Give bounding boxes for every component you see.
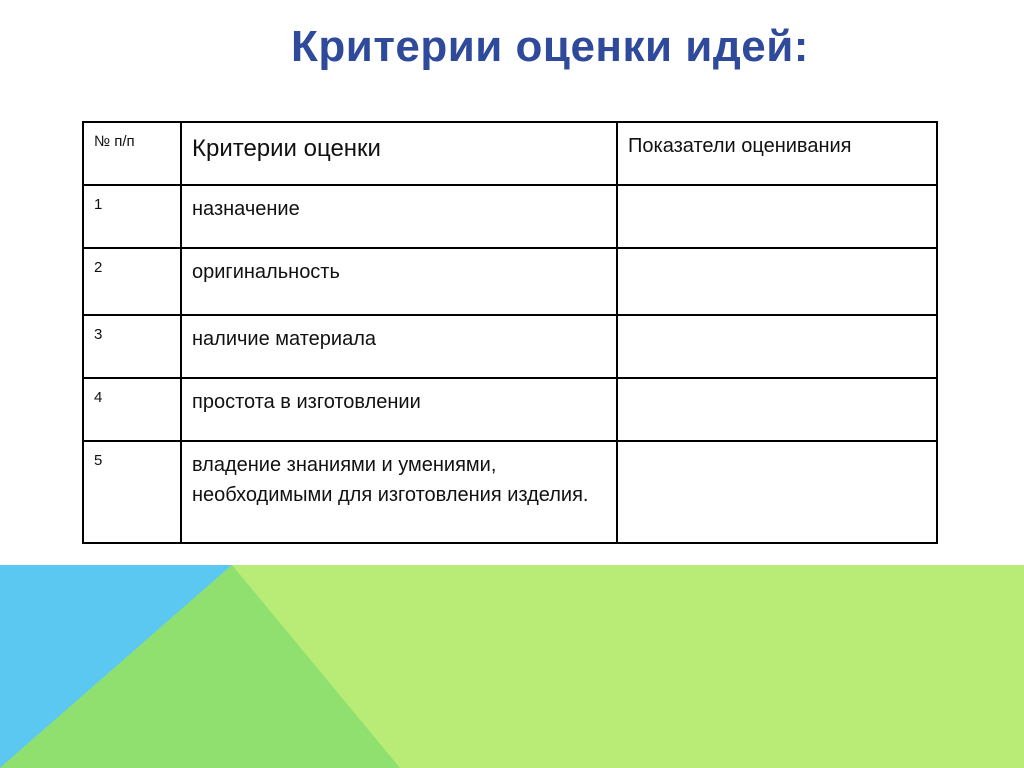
row-number: 5 xyxy=(83,441,181,543)
header-criteria: Критерии оценки xyxy=(181,122,617,185)
row-number: 3 xyxy=(83,315,181,378)
row-criterion: оригинальность xyxy=(181,248,617,315)
row-indicator xyxy=(617,315,937,378)
decorative-background-band xyxy=(0,565,1024,768)
row-criterion: назначение xyxy=(181,185,617,248)
slide-title: Критерии оценки идей: xyxy=(291,22,809,71)
row-criterion: владение знаниями и умениями, необходимыми для изготовления изделия. xyxy=(181,441,617,543)
table-row xyxy=(83,315,937,378)
header-number: № п/п xyxy=(83,122,181,185)
row-criterion: наличие материала xyxy=(181,315,617,378)
row-indicator xyxy=(617,248,937,315)
criteria-table xyxy=(82,121,938,544)
row-number: 1 xyxy=(83,185,181,248)
table-row xyxy=(83,441,937,543)
row-number: 2 xyxy=(83,248,181,315)
row-indicator xyxy=(617,441,937,543)
table-header-row xyxy=(83,122,937,185)
criteria-table-container xyxy=(82,121,936,544)
table-row xyxy=(83,378,937,441)
row-indicator xyxy=(617,378,937,441)
table-row xyxy=(83,185,937,248)
row-number: 4 xyxy=(83,378,181,441)
header-indicators: Показатели оценивания xyxy=(617,122,937,185)
table-row xyxy=(83,248,937,315)
row-criterion: простота в изготовлении xyxy=(181,378,617,441)
row-indicator xyxy=(617,185,937,248)
